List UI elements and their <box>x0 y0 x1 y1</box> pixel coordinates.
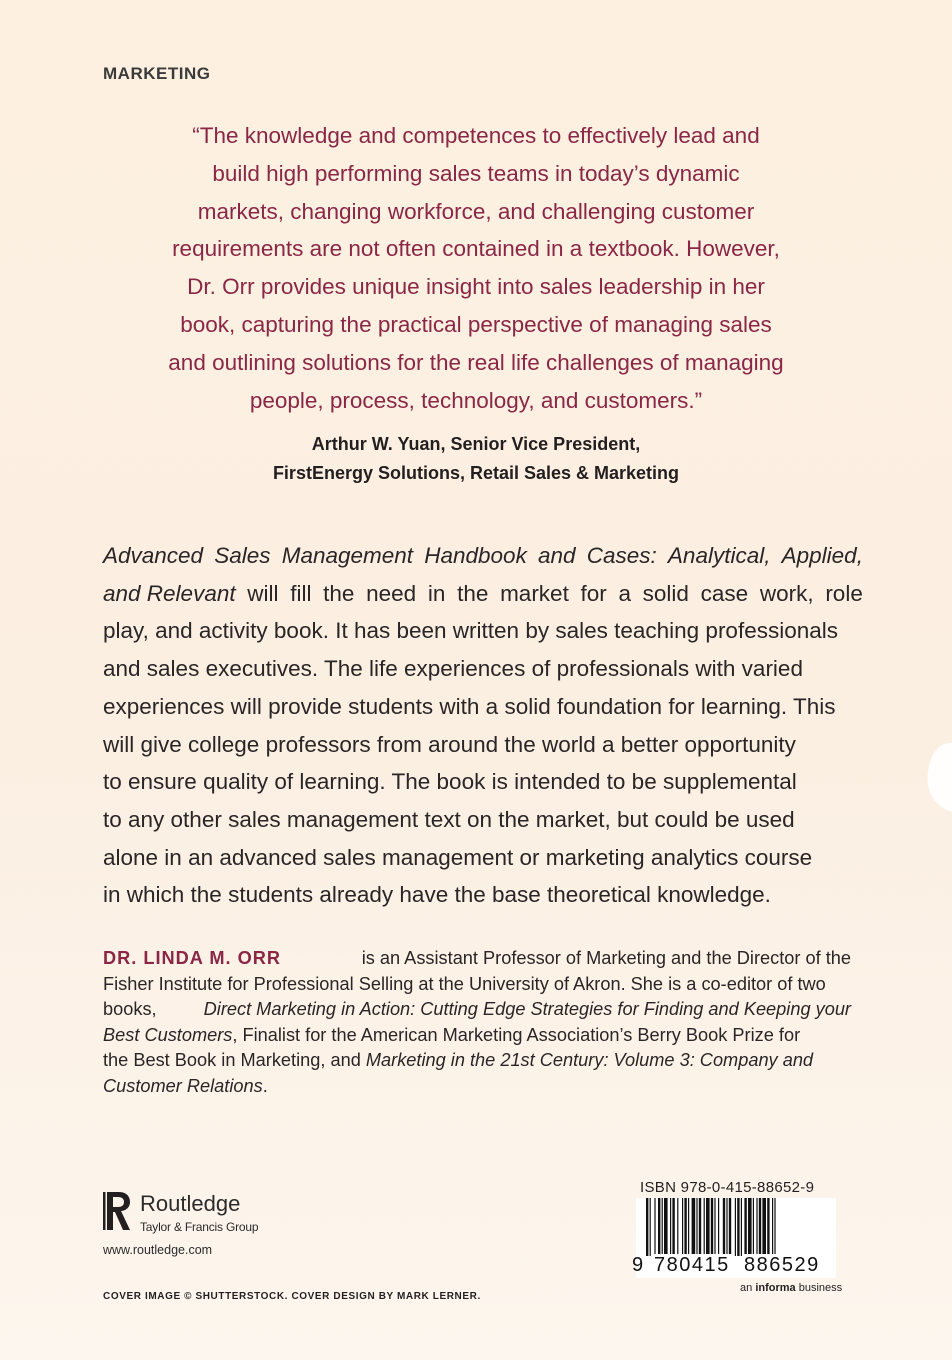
description-line: to ensure quality of learning. The book is intended to be supplemental <box>103 769 797 795</box>
barcode-bar <box>664 1198 668 1256</box>
barcode-digit-group-1: 780415 <box>654 1254 730 1276</box>
bio-line-3 <box>103 997 851 1023</box>
bio-text: . <box>262 1075 268 1096</box>
book-title: Marketing in the 21st Century: Volume 3: Company and <box>365 1050 814 1071</box>
word: Cases: <box>586 543 657 568</box>
barcode-bar <box>650 1198 651 1256</box>
word: Applied, <box>781 543 863 568</box>
word: Analytical, <box>667 543 771 568</box>
word: Advanced <box>103 543 204 568</box>
barcode-bar <box>726 1198 727 1256</box>
bio-text: books, <box>103 999 157 1020</box>
barcode-bar <box>774 1198 775 1256</box>
barcode-bar <box>670 1198 671 1256</box>
barcode-bar <box>756 1198 757 1256</box>
barcode-bar <box>706 1198 710 1256</box>
quote-line: requirements are not often contained in a textbook. However, <box>172 236 780 262</box>
bio-line-1 <box>103 946 851 972</box>
barcode-bar <box>646 1198 648 1256</box>
attribution-company: FirstEnergy Solutions, Retail Sales & Marketing <box>272 463 680 483</box>
quote-line: markets, changing workforce, and challenging customer <box>197 198 755 224</box>
decorative-shape <box>918 738 952 818</box>
category-label: MARKETING <box>103 64 211 83</box>
word: fill <box>290 580 312 606</box>
informa-prefix: an <box>740 1282 753 1294</box>
barcode-bar <box>696 1198 697 1256</box>
cover-credit: COVER IMAGE © SHUTTERSTOCK. COVER DESIGN BY MARK LERNER. <box>103 1291 481 1302</box>
barcode-bar <box>737 1198 739 1256</box>
word: for <box>580 580 607 606</box>
quote-line: book, capturing the practical perspective of managing sales <box>180 311 772 337</box>
description-line: experiences will provide students with a solid foundation for learning. This <box>103 693 836 719</box>
barcode-bar <box>729 1198 731 1256</box>
description-line: will give college professors from around the world a better opportunity <box>103 731 796 757</box>
word: Management <box>281 543 414 568</box>
barcode-bar <box>741 1198 742 1256</box>
barcode-bars <box>636 1198 836 1256</box>
word: a <box>618 580 631 606</box>
barcode-bar <box>723 1198 725 1256</box>
word: need <box>366 580 417 606</box>
barcode-bar <box>688 1198 689 1256</box>
barcode-bar <box>759 1198 761 1256</box>
bio-text: is an Assistant Professor of Marketing and the Director of the <box>361 948 851 968</box>
barcode-bar <box>704 1198 705 1256</box>
barcode-bar <box>658 1198 660 1256</box>
word: and <box>538 543 576 568</box>
barcode-bar <box>762 1198 766 1256</box>
attribution-name: Arthur W. Yuan, Senior Vice President, <box>311 434 641 454</box>
barcode-bar <box>753 1198 754 1256</box>
barcode-bar <box>684 1198 686 1256</box>
informa-tagline <box>740 1282 842 1294</box>
quote-line: Dr. Orr provides unique insight into sales leadership in her <box>187 274 765 300</box>
barcode-bar <box>772 1198 773 1256</box>
word: the <box>457 580 489 606</box>
barcode-bar <box>682 1198 683 1256</box>
isbn-label: ISBN 978-0-415-88652-9 <box>640 1179 815 1196</box>
book-title: Best Customers <box>103 1024 233 1045</box>
word: solid <box>642 580 689 606</box>
barcode-bar <box>748 1198 752 1256</box>
barcode-bar <box>662 1198 663 1256</box>
barcode-digit-first: 9 <box>632 1254 644 1276</box>
author-name: DR. LINDA M. ORR <box>103 948 281 968</box>
word: Handbook <box>424 543 527 568</box>
bio-text: , Finalist for the American Marketing Association’s Berry Book Prize for <box>232 1024 801 1045</box>
word: Sales <box>214 543 271 568</box>
bio-text: the Best Book in Marketing, and <box>103 1050 361 1071</box>
author-bio <box>103 946 851 1100</box>
word: case <box>700 580 749 606</box>
informa-brand: informa <box>755 1282 796 1294</box>
bio-line-4 <box>103 1023 851 1049</box>
description-line: alone in an advanced sales management or marketing analytics course <box>103 844 813 870</box>
publisher-name: Routledge <box>140 1191 241 1216</box>
barcode-bar <box>744 1198 746 1256</box>
barcode-bar <box>672 1198 674 1256</box>
title-italic: and Relevant <box>103 580 236 606</box>
barcode-bar <box>714 1198 715 1256</box>
bio-line-5 <box>103 1048 851 1074</box>
description-line: and sales executives. The life experiences of professionals with varied <box>103 656 803 682</box>
barcode-bar <box>692 1198 696 1256</box>
word: in <box>427 580 446 606</box>
book-title: Customer Relations <box>103 1075 263 1096</box>
quote-line: “The knowledge and competences to effectively lead and <box>192 123 760 148</box>
bio-line-6 <box>103 1074 851 1100</box>
barcode-digit-group-2: 886529 <box>744 1254 820 1276</box>
description-line: in which the students already have the base theoretical knowledge. <box>103 882 771 908</box>
word: market <box>500 580 569 606</box>
bio-line-2: Fisher Institute for Professional Selling at the University of Akron. She is a co-editor of two <box>103 973 826 994</box>
description-line: play, and activity book. It has been written by sales teaching professionals <box>103 618 838 644</box>
barcode-bar <box>711 1198 713 1256</box>
barcode-bar <box>654 1198 655 1256</box>
routledge-r-icon <box>103 1190 133 1234</box>
description-line: to any other sales management text on the market, but could be used <box>103 806 795 832</box>
quote-attribution <box>110 430 842 488</box>
publisher-website[interactable]: www.routledge.com <box>103 1243 213 1257</box>
word: will <box>247 580 279 606</box>
barcode-bar <box>735 1198 736 1256</box>
barcode-bar <box>677 1198 678 1256</box>
word: the <box>323 580 355 606</box>
description-line-2 <box>103 575 863 613</box>
publisher-group: Taylor & Francis Group <box>140 1220 259 1234</box>
quote-line: build high performing sales teams in today’s dynamic <box>212 160 740 186</box>
word: role <box>825 580 863 606</box>
informa-suffix: business <box>798 1282 843 1294</box>
barcode-bar <box>718 1198 719 1256</box>
quote-line: people, process, technology, and customers.” <box>249 387 703 413</box>
book-title: Direct Marketing in Action: Cutting Edge Strategies for Finding and Keeping your <box>203 999 851 1020</box>
barcode-bar <box>767 1198 769 1256</box>
barcode-bar <box>699 1198 701 1256</box>
book-description <box>103 537 863 914</box>
quote-line: and outlining solutions for the real life challenges of managing <box>168 349 784 375</box>
endorsement-quote <box>110 117 842 419</box>
description-line-1 <box>103 537 863 575</box>
word: work, <box>759 580 814 606</box>
